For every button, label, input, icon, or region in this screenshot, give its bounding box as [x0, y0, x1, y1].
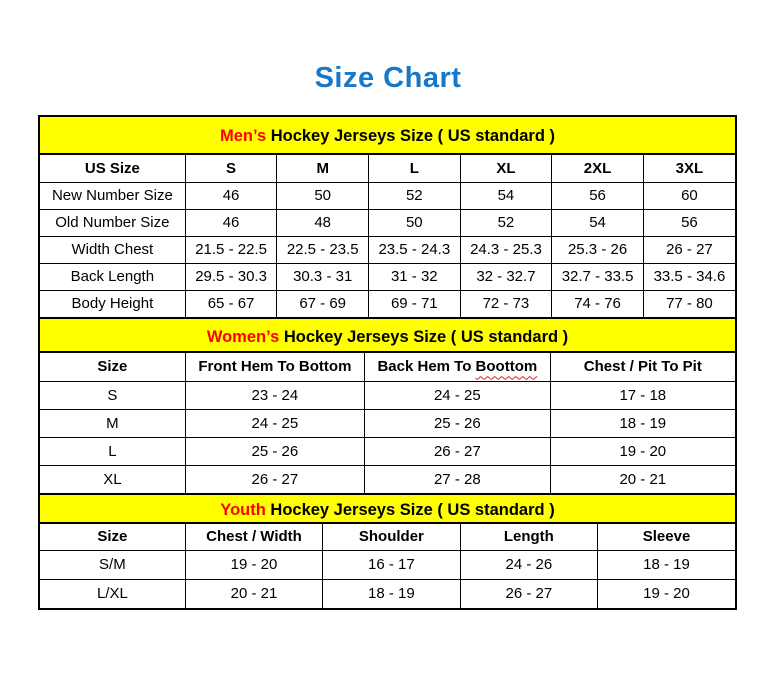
- row-label: S/M: [40, 550, 185, 579]
- row-label: S: [40, 381, 185, 409]
- womens-size-table: [40, 353, 735, 493]
- womens-col-size: Size: [40, 353, 185, 381]
- mens-size-table: [40, 155, 735, 317]
- cell: 19 - 20: [550, 437, 735, 465]
- row-label: Width Chest: [40, 236, 185, 263]
- mens-col-3xl: 3XL: [643, 155, 735, 182]
- cell: 74 - 76: [552, 290, 644, 317]
- cell: 24.3 - 25.3: [460, 236, 552, 263]
- youth-col-chest-width: Chest / Width: [185, 524, 322, 550]
- cell: 56: [552, 182, 644, 209]
- womens-col-back-hem: [365, 353, 551, 381]
- cell: 46: [185, 209, 277, 236]
- youth-section-highlight: Youth: [220, 501, 266, 519]
- mens-header-row: [40, 155, 735, 182]
- cell: 54: [460, 182, 552, 209]
- cell: 50: [369, 209, 461, 236]
- table-row: [40, 381, 735, 409]
- cell: 72 - 73: [460, 290, 552, 317]
- cell: 29.5 - 30.3: [185, 263, 277, 290]
- womens-section-highlight: Women’s: [206, 328, 280, 346]
- page-title: Size Chart: [314, 62, 462, 94]
- row-label: Old Number Size: [40, 209, 185, 236]
- cell: 67 - 69: [277, 290, 369, 317]
- cell: 24 - 26: [460, 550, 597, 579]
- mens-col-2xl: 2XL: [552, 155, 644, 182]
- table-row: [40, 550, 735, 579]
- table-row: [40, 409, 735, 437]
- womens-section-band: [40, 317, 735, 353]
- cell: 60: [643, 182, 735, 209]
- mens-col-xl: XL: [460, 155, 552, 182]
- table-row: [40, 437, 735, 465]
- cell: 23 - 24: [185, 381, 364, 409]
- mens-col-s: S: [185, 155, 277, 182]
- back-hem-label: Back Hem To: [377, 358, 476, 376]
- cell: 46: [185, 182, 277, 209]
- cell: 25 - 26: [365, 409, 551, 437]
- youth-size-table: [40, 524, 735, 608]
- cell: 24 - 25: [185, 409, 364, 437]
- cell: 65 - 67: [185, 290, 277, 317]
- cell: 69 - 71: [369, 290, 461, 317]
- table-row: [40, 465, 735, 493]
- youth-header-row: [40, 524, 735, 550]
- cell: 33.5 - 34.6: [643, 263, 735, 290]
- row-label: XL: [40, 465, 185, 493]
- row-label: L/XL: [40, 579, 185, 608]
- cell: 20 - 21: [185, 579, 322, 608]
- youth-col-size: Size: [40, 524, 185, 550]
- row-label: L: [40, 437, 185, 465]
- cell: 52: [460, 209, 552, 236]
- cell: 17 - 18: [550, 381, 735, 409]
- size-chart-tables: [38, 115, 737, 610]
- table-row: [40, 579, 735, 608]
- row-label: Body Height: [40, 290, 185, 317]
- table-row: [40, 236, 735, 263]
- misspelled-word: Boottom: [475, 358, 538, 376]
- womens-col-chest-pit: Chest / Pit To Pit: [550, 353, 735, 381]
- mens-col-us-size: US Size: [40, 155, 185, 182]
- table-row: [40, 290, 735, 317]
- cell: 18 - 19: [598, 550, 735, 579]
- mens-col-l: L: [369, 155, 461, 182]
- cell: 32 - 32.7: [460, 263, 552, 290]
- cell: 22.5 - 23.5: [277, 236, 369, 263]
- womens-section-title: Hockey Jerseys Size ( US standard ): [279, 328, 569, 346]
- youth-col-sleeve: Sleeve: [598, 524, 735, 550]
- cell: 21.5 - 22.5: [185, 236, 277, 263]
- table-row: [40, 263, 735, 290]
- cell: 50: [277, 182, 369, 209]
- cell: 16 - 17: [323, 550, 460, 579]
- cell: 27 - 28: [365, 465, 551, 493]
- cell: 31 - 32: [369, 263, 461, 290]
- cell: 52: [369, 182, 461, 209]
- cell: 54: [552, 209, 644, 236]
- cell: 23.5 - 24.3: [369, 236, 461, 263]
- youth-section-title: Hockey Jerseys Size ( US standard ): [265, 501, 555, 519]
- cell: 26 - 27: [365, 437, 551, 465]
- cell: 20 - 21: [550, 465, 735, 493]
- cell: 18 - 19: [550, 409, 735, 437]
- youth-col-shoulder: Shoulder: [323, 524, 460, 550]
- table-row: [40, 182, 735, 209]
- cell: 18 - 19: [323, 579, 460, 608]
- mens-section-band: [40, 117, 735, 155]
- cell: 56: [643, 209, 735, 236]
- cell: 26 - 27: [643, 236, 735, 263]
- cell: 26 - 27: [185, 465, 364, 493]
- cell: 30.3 - 31: [277, 263, 369, 290]
- row-label: New Number Size: [40, 182, 185, 209]
- mens-section-title: Hockey Jerseys Size ( US standard ): [266, 127, 556, 145]
- cell: 48: [277, 209, 369, 236]
- mens-col-m: M: [277, 155, 369, 182]
- womens-col-front-hem: Front Hem To Bottom: [185, 353, 364, 381]
- row-label: M: [40, 409, 185, 437]
- youth-col-length: Length: [460, 524, 597, 550]
- mens-section-highlight: Men’s: [219, 127, 267, 145]
- cell: 25.3 - 26: [552, 236, 644, 263]
- cell: 26 - 27: [460, 579, 597, 608]
- cell: 19 - 20: [185, 550, 322, 579]
- youth-section-band: [40, 493, 735, 524]
- table-row: [40, 209, 735, 236]
- womens-header-row: [40, 353, 735, 381]
- cell: 25 - 26: [185, 437, 364, 465]
- cell: 24 - 25: [365, 381, 551, 409]
- row-label: Back Length: [40, 263, 185, 290]
- cell: 19 - 20: [598, 579, 735, 608]
- cell: 77 - 80: [643, 290, 735, 317]
- cell: 32.7 - 33.5: [552, 263, 644, 290]
